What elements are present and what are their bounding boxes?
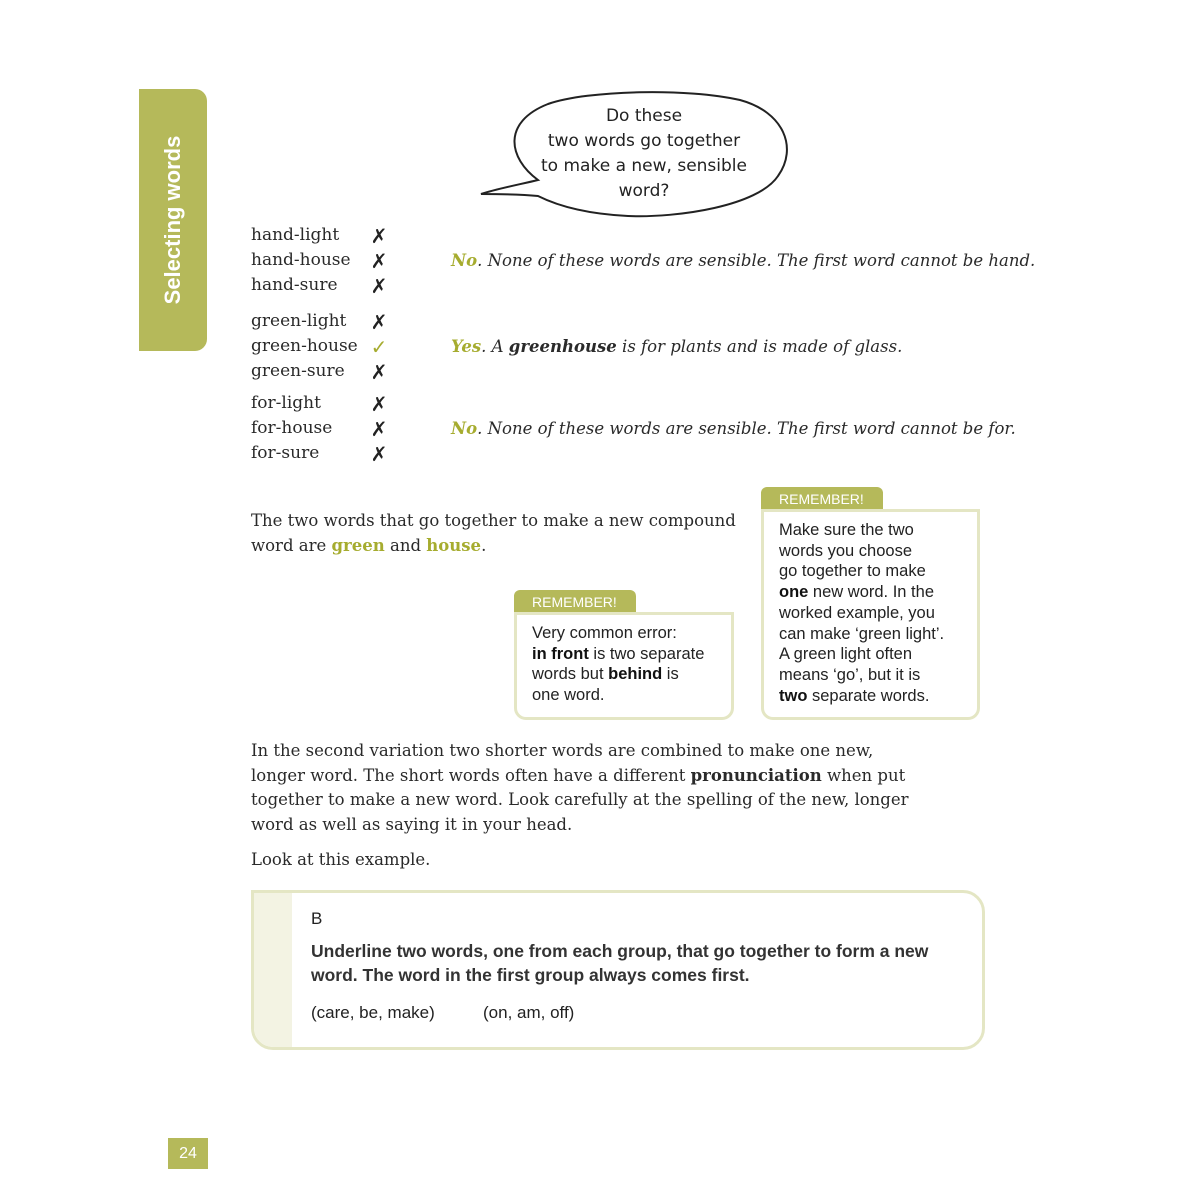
word-option: hand-light xyxy=(251,225,340,245)
section-tab xyxy=(139,89,207,351)
word-option: for-sure xyxy=(251,443,320,463)
text-run: words but xyxy=(532,665,609,684)
text-run: when put xyxy=(821,765,906,785)
cross-icon: ✗ xyxy=(370,442,388,466)
remember-line: go together to make xyxy=(779,562,926,581)
check-icon: ✓ xyxy=(370,335,388,359)
remember-line: Very common error: xyxy=(532,624,677,642)
look-paragraph: Look at this example. xyxy=(251,850,431,869)
word-group-1[interactable]: (care, be, make) xyxy=(311,1003,435,1022)
word-option: hand-sure xyxy=(251,275,338,295)
cross-icon: ✗ xyxy=(370,224,388,248)
remember-line: means ‘go’, but it is xyxy=(779,665,921,684)
remember-line xyxy=(532,644,731,665)
remember-tab: REMEMBER! xyxy=(761,487,883,511)
text-run: is two separate xyxy=(588,644,705,663)
remember-tab: REMEMBER! xyxy=(514,590,636,614)
remember-line xyxy=(532,664,731,685)
explanation-green xyxy=(451,337,902,356)
remember-line: A green light often xyxy=(779,645,913,664)
instruction-line: Underline two words, one from each group, that go together to form a new xyxy=(311,941,929,961)
word-option: for-light xyxy=(251,393,321,413)
compound-paragraph xyxy=(251,509,736,558)
paragraph-line: together to make a new word. Look carefully at the spelling of the new, longer xyxy=(251,790,909,809)
answer-no: No xyxy=(451,251,478,270)
remember-line: Make sure the two xyxy=(779,521,914,539)
remember-line: words you choose xyxy=(779,541,912,560)
bubble-line: word? xyxy=(618,181,670,201)
instruction-line: word. The word in the first group always comes first. xyxy=(311,965,750,985)
remember-line xyxy=(779,582,977,603)
paragraph-line xyxy=(251,534,736,559)
cross-icon: ✗ xyxy=(370,360,388,384)
explanation-text: is for plants and is made of glass. xyxy=(616,337,903,356)
bubble-line: two words go together xyxy=(547,131,741,151)
remember-line xyxy=(779,686,977,707)
speech-bubble-text xyxy=(522,104,766,204)
explanation-for xyxy=(451,419,1016,438)
explanation-hand xyxy=(451,251,1035,270)
word-option: green-house xyxy=(251,336,358,356)
bold-term: one xyxy=(779,583,809,602)
answer-no: No xyxy=(451,419,478,438)
word-option: green-sure xyxy=(251,361,345,381)
text-run: and xyxy=(384,535,427,555)
cross-icon: ✗ xyxy=(370,310,388,334)
cross-icon: ✗ xyxy=(370,392,388,416)
paragraph-line: In the second variation two shorter words are combined to make one new, xyxy=(251,741,874,760)
cross-icon: ✗ xyxy=(370,249,388,273)
text-run: is xyxy=(662,665,679,684)
text-run: new word. In the xyxy=(808,583,934,602)
explanation-text: . None of these words are sensible. The first word cannot be hand. xyxy=(477,251,1036,270)
remember-line: one word. xyxy=(532,686,605,705)
word-group-2[interactable]: (on, am, off) xyxy=(483,1003,575,1022)
remember-box-choose xyxy=(761,509,980,720)
answer-yes: Yes xyxy=(451,337,482,356)
bold-term: behind xyxy=(608,665,663,684)
variation-paragraph xyxy=(251,739,909,837)
text-run: longer word. The short words often have a different xyxy=(251,765,691,785)
explanation-text: . A xyxy=(481,337,509,356)
text-run: separate words. xyxy=(807,686,930,705)
cross-icon: ✗ xyxy=(370,274,388,298)
text-run: word are xyxy=(251,535,332,555)
example-letter: B xyxy=(311,909,323,928)
bold-term: in front xyxy=(532,644,589,663)
cross-icon: ✗ xyxy=(370,417,388,441)
paragraph-line xyxy=(251,764,909,789)
example-box xyxy=(251,890,985,1050)
bubble-line: to make a new, sensible xyxy=(541,156,747,176)
word-option: for-house xyxy=(251,418,333,438)
highlight-word: green xyxy=(331,535,385,555)
paragraph-line: The two words that go together to make a new compound xyxy=(251,511,736,530)
remember-line: worked example, you xyxy=(779,603,935,622)
explanation-bold: greenhouse xyxy=(508,337,617,356)
highlight-word: house xyxy=(426,535,482,555)
page-number: 24 xyxy=(168,1138,208,1169)
remember-line: can make ‘green light’. xyxy=(779,624,945,643)
example-instruction xyxy=(311,939,928,987)
bold-term: pronunciation xyxy=(690,765,822,785)
bubble-line: Do these xyxy=(605,106,683,126)
explanation-text: . None of these words are sensible. The first word cannot be for. xyxy=(477,419,1016,438)
paragraph-line: word as well as saying it in your head. xyxy=(251,814,573,834)
example-strip xyxy=(254,893,292,1047)
word-option: hand-house xyxy=(251,250,351,270)
bold-term: two xyxy=(779,686,808,705)
section-tab-label: Selecting words xyxy=(160,135,185,305)
remember-box-error xyxy=(514,612,734,720)
text-run: . xyxy=(481,535,487,555)
word-option: green-light xyxy=(251,311,347,331)
